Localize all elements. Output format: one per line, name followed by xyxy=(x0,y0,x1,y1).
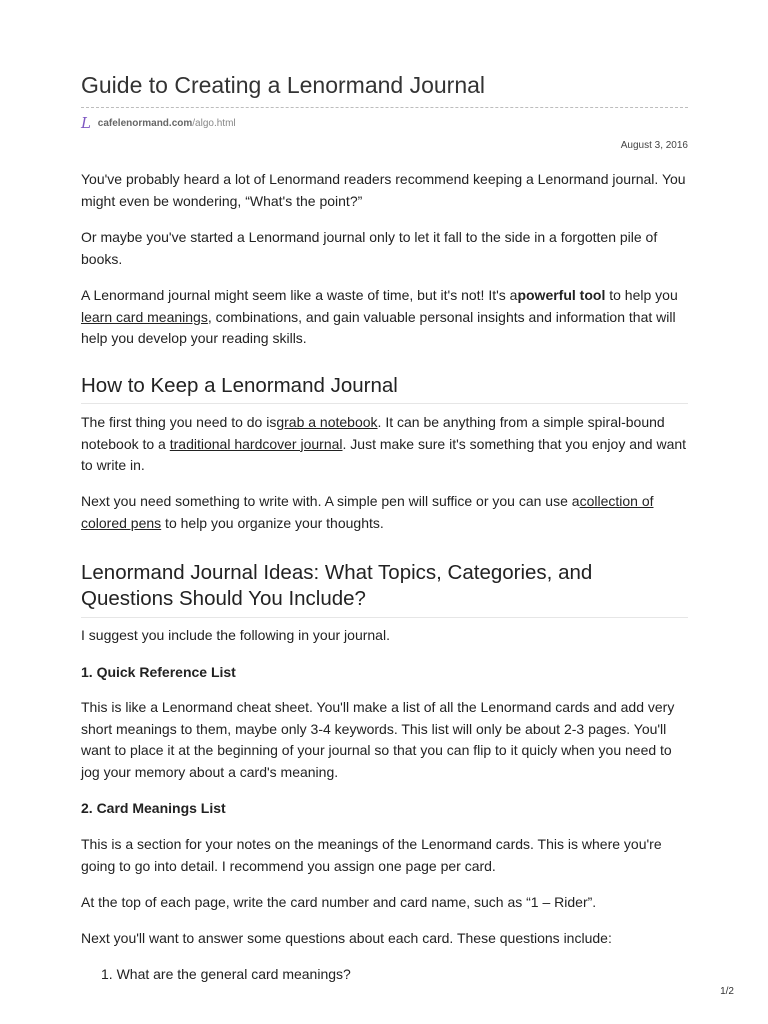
bold-text: powerful tool xyxy=(517,287,606,303)
intro-paragraph-1: You've probably heard a lot of Lenormand readers recommend keeping a Lenormand journal. You might even be wondering, “What's the point?” xyxy=(81,171,686,209)
intro-paragraph-2: Or maybe you've started a Lenormand journal only to let it fall to the side in a forgotten pile of books. xyxy=(81,229,658,267)
title-divider xyxy=(81,107,688,108)
keep-paragraph-2 xyxy=(81,491,688,534)
list-item: 1. What are the general card meanings? xyxy=(101,966,351,982)
card-meanings-paragraph-1: This is a section for your notes on the meanings of the Lenormand cards. This is where you're going to go into detail. I recommend you assign one page per card. xyxy=(81,836,662,874)
text-run: Next you need something to write with. A simple pen will suffice or you can use a xyxy=(81,493,580,509)
ideas-intro: I suggest you include the following in your journal. xyxy=(81,627,390,643)
card-meanings-paragraph-2: At the top of each page, write the card number and card name, such as “1 – Rider”. xyxy=(81,894,597,910)
subheading-quick-reference: 1. Quick Reference List xyxy=(81,664,236,680)
section-divider xyxy=(81,617,688,618)
source-line xyxy=(81,114,236,132)
card-meanings-paragraph-3: Next you'll want to answer some questions about each card. These questions include: xyxy=(81,930,612,946)
quick-reference-paragraph: This is like a Lenormand cheat sheet. You'll make a list of all the Lenormand cards and add very short meanings to them, maybe only 3-4 keywords. This list will only be about 2-3 pages. You'll want to place it at the beginning of your journal so that you can flip to it quicly when you need to jog your memory about a card's meaning. xyxy=(81,699,675,780)
source-domain[interactable]: cafelenormand.com xyxy=(97,118,193,129)
publish-date: August 3, 2016 xyxy=(620,140,688,151)
text-run: . Just make sure it's something that you enjoy and want to write in. xyxy=(81,435,687,473)
subheading-card-meanings: 2. Card Meanings List xyxy=(81,800,226,816)
source-path[interactable]: /algo.html xyxy=(192,118,236,129)
section-heading-keep-journal: How to Keep a Lenormand Journal xyxy=(81,374,398,397)
hardcover-journal-link[interactable]: traditional hardcover journal xyxy=(169,435,343,452)
site-logo-icon: L xyxy=(81,114,91,132)
text-run: . It can be anything from a simple spiral-bound notebook to a xyxy=(81,414,665,452)
intro-paragraph-3 xyxy=(81,285,688,350)
page-title: Guide to Creating a Lenormand Journal xyxy=(81,72,486,98)
text-run: The first thing you need to do is xyxy=(81,414,277,430)
colored-pens-link[interactable]: collection of colored pens xyxy=(81,493,654,531)
section-divider xyxy=(81,403,688,404)
keep-paragraph-1 xyxy=(81,412,688,477)
page-number: 1/2 xyxy=(720,986,734,997)
text-run: to help you xyxy=(605,287,678,303)
text-run: A Lenormand journal might seem like a waste of time, but it's not! It's a xyxy=(81,287,518,303)
text-run: to help you organize your thoughts. xyxy=(161,514,384,531)
learn-card-meanings-link[interactable]: learn card meanings xyxy=(81,308,208,325)
section-heading-journal-ideas: Lenormand Journal Ideas: What Topics, Categories, and Questions Should You Include? xyxy=(81,561,593,610)
grab-notebook-link[interactable]: grab a notebook xyxy=(276,414,378,430)
text-run: , combinations, and gain valuable personal insights and information that will help you develop your reading skills. xyxy=(81,308,676,346)
